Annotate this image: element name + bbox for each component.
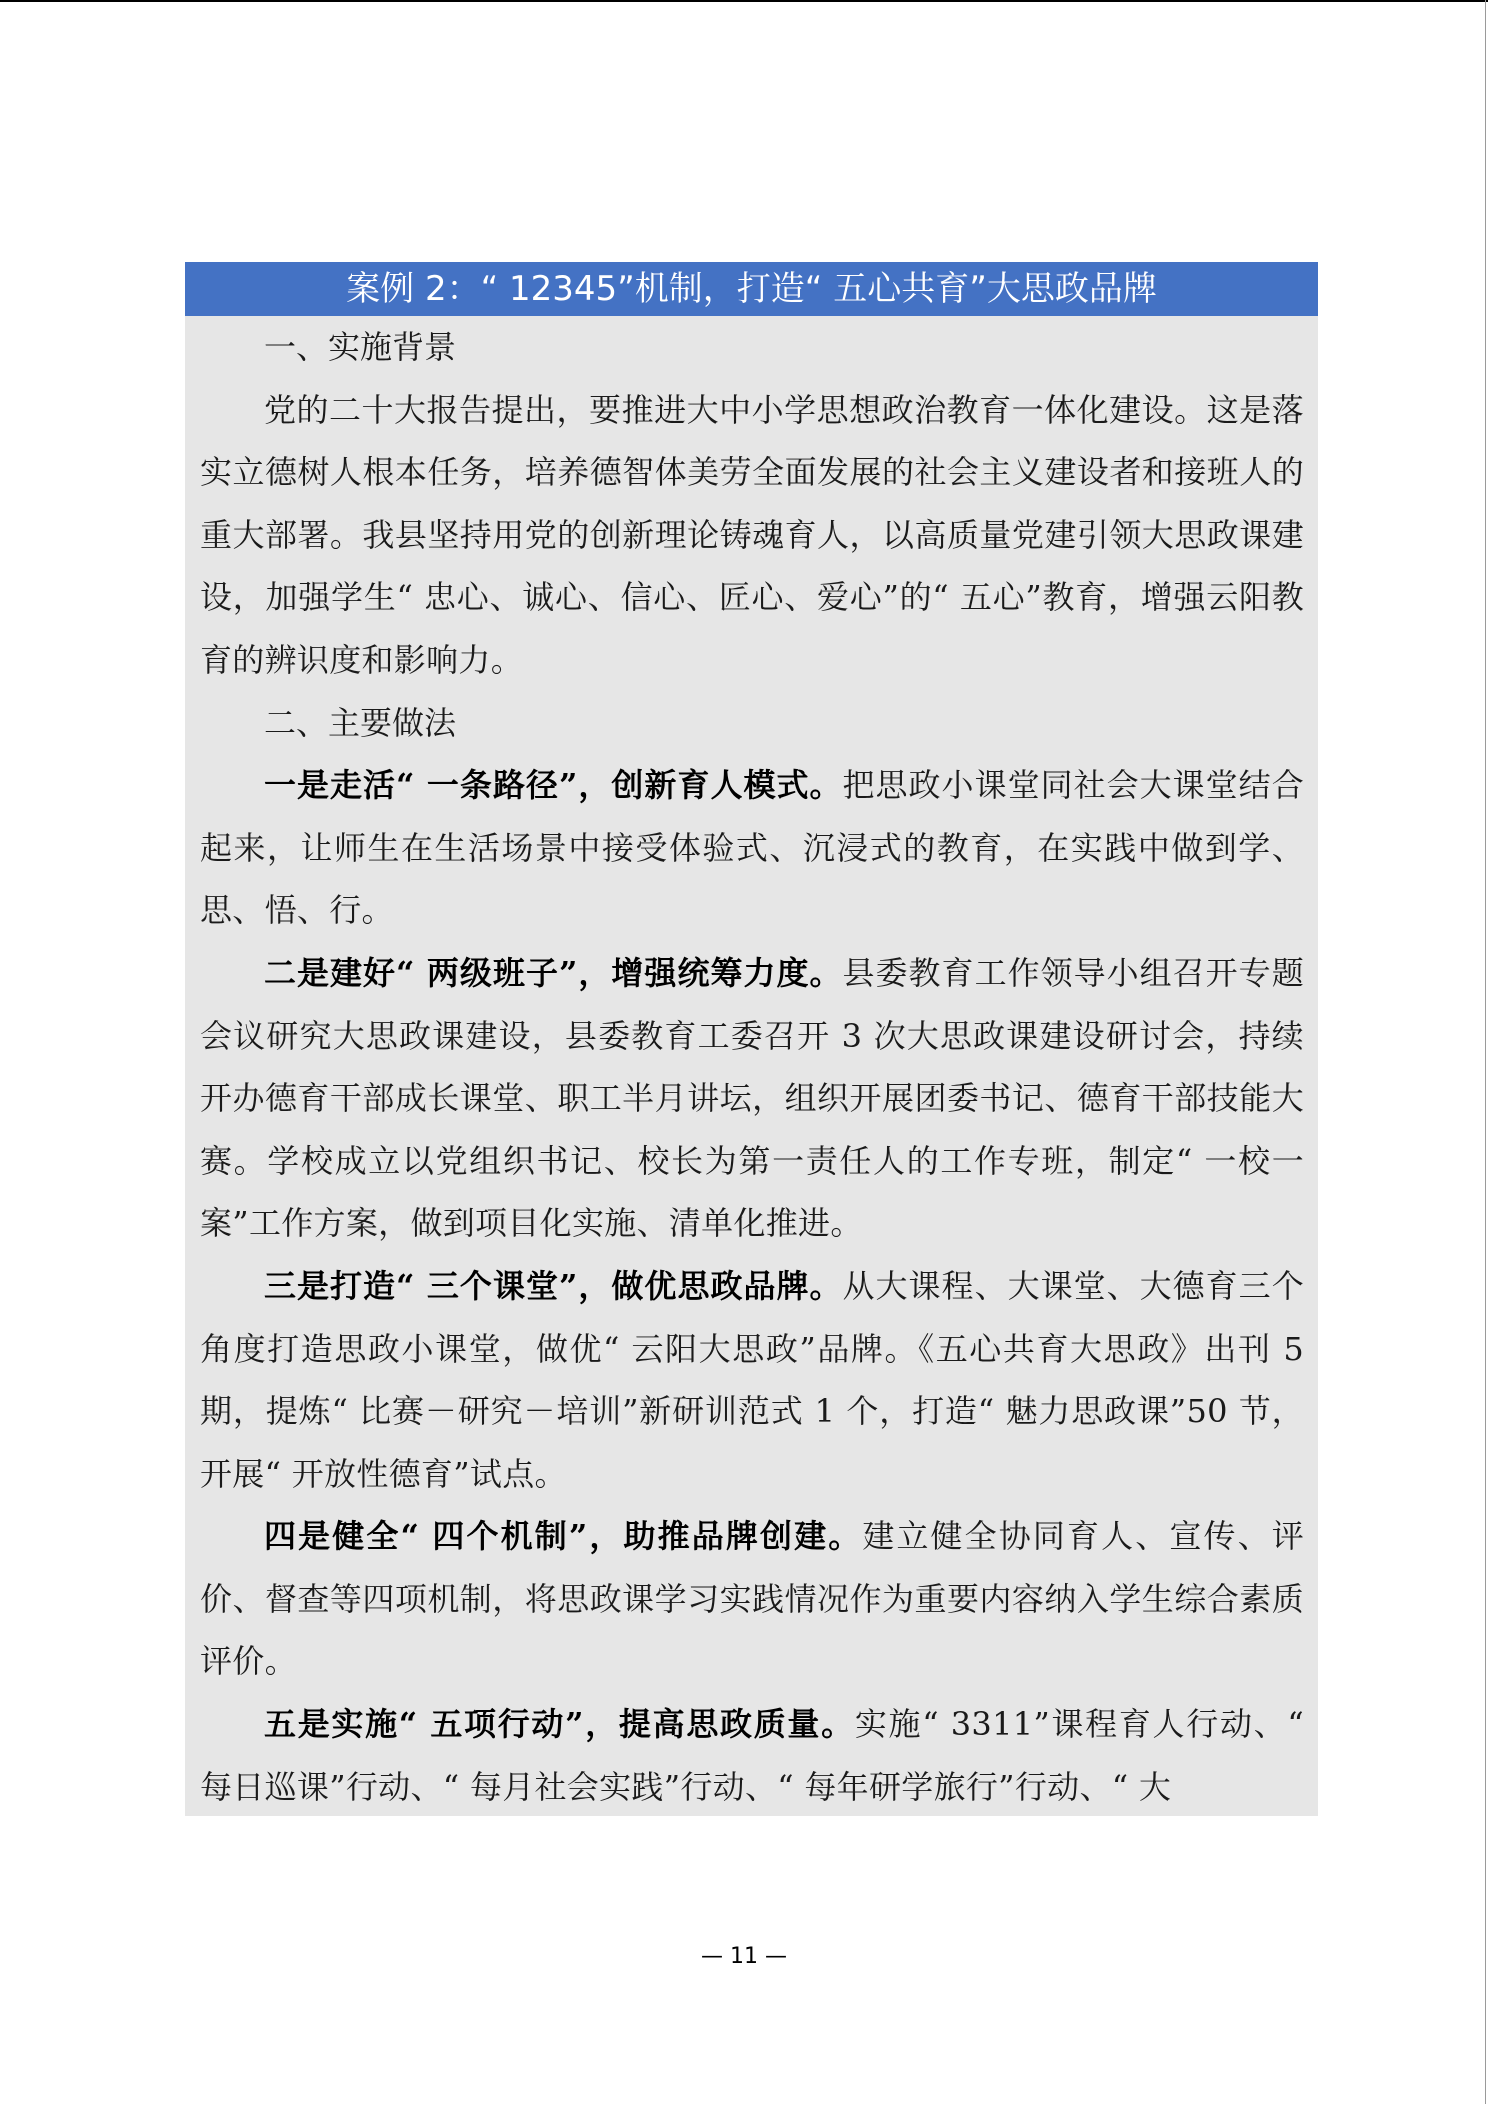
measure-lead: 二是建好“ 两级班子”，增强统筹力度。 (264, 953, 843, 992)
measure-text: 县委教育工作领导小组召开专题会议研究大思政课建设，县委教育工委召开 3 次大思政课建设研讨会，持续开办德育干部成长课堂、职工半月讲坛，组织开展团委书记、德育干部技能大赛。学校成立以党组织书记、校长为第一责任人的工作专班，制定“ 一校一案”工作方案，做到项目化实施、清单化推进。 (200, 953, 1305, 1243)
page-top-rule (0, 0, 1488, 2)
measure-paragraph-4 (200, 1505, 1304, 1693)
measure-paragraph-2 (200, 942, 1304, 1255)
measure-paragraph-3 (200, 1255, 1304, 1505)
case-box (185, 262, 1318, 1816)
case-body (185, 316, 1318, 1818)
measure-text: 实施“ 3311”课程育人行动、“ 每日巡课”行动、“ 每月社会实践”行动、“ 每年研学旅行”行动、“ 大 (200, 1705, 1304, 1806)
measure-text: 从大课程、大课堂、大德育三个角度打造思政小课堂，做优“ 云阳大思政”品牌。《五心共育大思政》出刊 5 期，提炼“ 比赛－研究－培训”新研训范式 1 个，打造“ 魅力思政课”50 节，开展“ 开放性德育”试点。 (200, 1266, 1305, 1493)
measure-paragraph-1 (200, 754, 1304, 942)
measure-text: 把思政小课堂同社会大课堂结合起来，让师生在生活场景中接受体验式、沉浸式的教育，在实践中做到学、思、悟、行。 (200, 766, 1305, 930)
background-paragraph: 党的二十大报告提出，要推进大中小学思想政治教育一体化建设。这是落实立德树人根本任务，培养德智体美劳全面发展的社会主义建设者和接班人的重大部署。我县坚持用党的创新理论铸魂育人，以高质量党建引领大思政课建设，加强学生“ 忠心、诚心、信心、匠心、爱心”的“ 五心”教育，增强云阳教育的辨识度和影响力。 (200, 390, 1304, 679)
case-title: 案例 2：“ 12345”机制，打造“ 五心共育”大思政品牌 (185, 262, 1318, 316)
section-heading-measures: 二、主要做法 (264, 703, 457, 742)
measure-lead: 五是实施“ 五项行动”，提高思政质量。 (264, 1705, 855, 1744)
measure-paragraph-5 (200, 1693, 1304, 1818)
section-heading-background: 一、实施背景 (264, 328, 457, 366)
measure-lead: 三是打造“ 三个课堂”，做优思政品牌。 (264, 1266, 843, 1305)
page-number: — 11 — (701, 1944, 787, 1969)
measure-text: 建立健全协同育人、宣传、评价、督查等四项机制，将思政课学习实践情况作为重要内容纳入学生综合素质评价。 (200, 1517, 1305, 1681)
measure-lead: 四是健全“ 四个机制”，助推品牌创建。 (264, 1517, 863, 1556)
page-right-edge (1485, 0, 1486, 2104)
measure-lead: 一是走活“ 一条路径”，创新育人模式。 (264, 766, 843, 805)
